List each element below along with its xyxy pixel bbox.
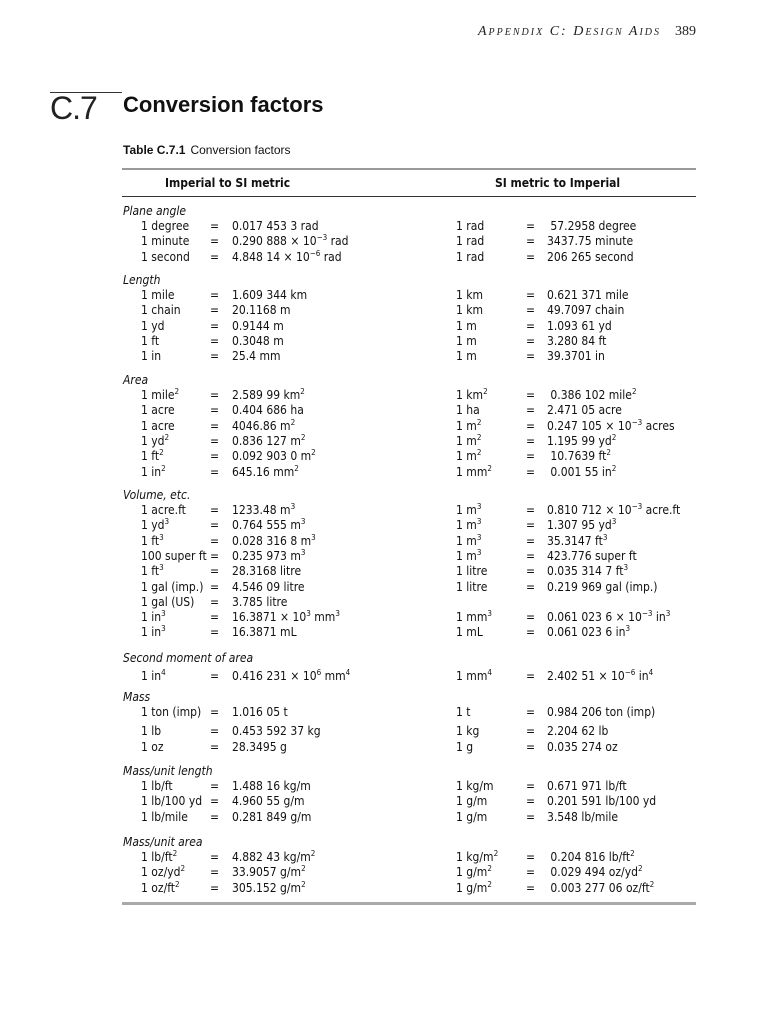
table-row xyxy=(0,503,768,518)
imperial-quantity: 1 $ft^3$ xyxy=(141,563,164,579)
table-row xyxy=(0,334,768,349)
equals-sign: = xyxy=(210,219,220,233)
imperial-quantity: 1 mile xyxy=(141,288,175,302)
equals-sign: = xyxy=(526,705,536,719)
imperial-quantity: 1 degree xyxy=(141,219,190,233)
running-head xyxy=(478,24,696,40)
table-caption-label: Table C.7.1 xyxy=(123,143,186,157)
equals-sign: = xyxy=(210,794,220,809)
imperial-value: 0.003 277 06 $oz/ft^2$ xyxy=(547,879,655,895)
table-row xyxy=(0,403,768,418)
imperial-value: 0.810 $712 \times 10^{-3}$ acre.ft xyxy=(547,502,681,517)
si-value: 3.785 litre xyxy=(232,594,288,609)
equals-sign: = xyxy=(210,288,220,302)
table-row xyxy=(0,319,768,334)
equals-sign: = xyxy=(210,418,220,433)
si-quantity: 1 $mm^4$ xyxy=(456,668,492,683)
equals-sign: = xyxy=(526,503,536,517)
equals-sign: = xyxy=(526,625,536,640)
imperial-quantity: 1 oz xyxy=(141,739,164,754)
si-quantity: 1 $g/m^2$ xyxy=(456,864,492,880)
imperial-value: 39.3701 in xyxy=(547,349,605,364)
equals-sign: = xyxy=(210,669,220,683)
equals-sign: = xyxy=(210,625,220,640)
equals-sign: = xyxy=(210,234,220,249)
si-quantity: 1 mL xyxy=(456,625,483,640)
header-si-to-imperial: SI metric to Imperial xyxy=(495,176,621,190)
equals-sign: = xyxy=(526,449,536,464)
imperial-quantity: 1 acre xyxy=(141,403,175,418)
table-row xyxy=(0,625,768,640)
table-row xyxy=(0,705,768,720)
si-value: $16.3871 \times 10^3$ $mm^3$ xyxy=(232,609,340,625)
si-value: 4.848 $14 \times 10^{-6}$ rad xyxy=(232,248,342,264)
si-quantity: 1 g xyxy=(456,739,474,754)
imperial-value: 206 265 second xyxy=(547,249,634,264)
table-row xyxy=(0,465,768,480)
imperial-quantity: 1 lb/100 yd xyxy=(141,794,203,809)
si-value: 0.092 903 0 $m^2$ xyxy=(232,448,316,464)
si-quantity: 1 g/m xyxy=(456,809,488,824)
equals-sign: = xyxy=(526,318,536,333)
table-row xyxy=(0,850,768,865)
imperial-value: 0.035 274 oz xyxy=(547,739,618,754)
si-quantity: 1 $m^3$ xyxy=(456,502,482,517)
si-value: 25.4 mm xyxy=(232,349,281,364)
equals-sign: = xyxy=(526,219,536,233)
imperial-value: 1.195 99 $yd^2$ xyxy=(547,432,617,448)
equals-sign: = xyxy=(210,779,220,793)
equals-sign: = xyxy=(210,809,220,824)
si-quantity: 1 $km^2$ xyxy=(456,387,488,402)
si-quantity: 1 $m^2$ xyxy=(456,448,482,464)
si-value: 0.281 849 g/m xyxy=(232,809,312,824)
equals-sign: = xyxy=(526,579,536,594)
si-value: 4.882 43 $kg/m^2$ xyxy=(232,849,316,864)
equals-sign: = xyxy=(210,739,220,754)
equals-sign: = xyxy=(210,249,220,264)
si-value: 4.960 55 g/m xyxy=(232,794,305,809)
table-row xyxy=(0,534,768,549)
imperial-quantity: 1 gal (imp.) xyxy=(141,579,204,594)
equals-sign: = xyxy=(210,880,220,895)
table-top-rule xyxy=(122,168,696,170)
si-quantity: 1 kg/m xyxy=(456,779,494,793)
imperial-quantity: 1 ft xyxy=(141,333,160,348)
imperial-value: 2.471 05 acre xyxy=(547,403,622,418)
si-value: 1233.48 $m^3$ xyxy=(232,502,296,517)
si-quantity: 1 m xyxy=(456,318,477,333)
imperial-quantity: 1 mile$^2$ xyxy=(141,387,180,402)
table-row xyxy=(0,419,768,434)
equals-sign: = xyxy=(526,865,536,880)
table-row xyxy=(0,449,768,464)
equals-sign: = xyxy=(210,403,220,418)
imperial-value: 0.247 $105 \times 10^{-3}$ acres xyxy=(547,417,675,433)
table-row xyxy=(0,610,768,625)
equals-sign: = xyxy=(526,234,536,249)
equals-sign: = xyxy=(210,865,220,880)
section-number: C.7 xyxy=(50,90,97,126)
imperial-value: 49.7097 chain xyxy=(547,303,625,318)
imperial-quantity: 1 yd xyxy=(141,318,165,333)
imperial-value: 0.204 816 $lb/ft^2$ xyxy=(547,849,635,864)
equals-sign: = xyxy=(526,418,536,433)
si-value: 4046.86 $m^2$ xyxy=(232,417,296,433)
si-value: 0.235 973 $m^3$ xyxy=(232,547,306,563)
equals-sign: = xyxy=(526,724,536,739)
table-row xyxy=(0,669,768,684)
imperial-value: 35.3147 $ft^3$ xyxy=(547,532,608,548)
table-header-rule xyxy=(122,196,696,197)
si-value: 28.3168 litre xyxy=(232,564,302,579)
imperial-quantity: 1 $ft^3$ xyxy=(141,532,164,548)
imperial-quantity: 1 gal (US) xyxy=(141,594,195,609)
imperial-quantity: 1 $oz/yd^2$ xyxy=(141,864,186,880)
table-bottom-rule xyxy=(122,902,696,905)
equals-sign: = xyxy=(526,333,536,348)
table-row xyxy=(0,580,768,595)
group-label: Area xyxy=(123,373,149,387)
equals-sign: = xyxy=(210,548,220,563)
imperial-value: 1.093 61 yd xyxy=(547,318,612,333)
equals-sign: = xyxy=(210,850,220,864)
equals-sign: = xyxy=(526,303,536,318)
si-quantity: 1 m xyxy=(456,349,477,364)
equals-sign: = xyxy=(526,464,536,479)
imperial-quantity: 1 acre.ft xyxy=(141,503,186,517)
si-value: 0.453 592 37 kg xyxy=(232,724,321,739)
si-value: 0.028 316 8 $m^3$ xyxy=(232,532,316,548)
equals-sign: = xyxy=(526,388,536,402)
imperial-quantity: 1 $ft^2$ xyxy=(141,448,164,464)
si-quantity: 1 rad xyxy=(456,234,485,249)
si-value: 1.609 344 km xyxy=(232,288,308,302)
imperial-value: 0.219 969 gal (imp.) xyxy=(547,579,658,594)
table-row xyxy=(0,794,768,809)
group-label: Plane angle xyxy=(123,204,186,218)
imperial-value: 0.061 023 6 $in^3$ xyxy=(547,624,631,640)
imperial-quantity: 1 lb xyxy=(141,724,162,739)
imperial-value: 57.2958 degree xyxy=(547,219,637,233)
imperial-quantity: 1 $in^3$ xyxy=(141,624,166,640)
table-row xyxy=(0,388,768,403)
si-quantity: 1 $mm^3$ xyxy=(456,609,492,625)
equals-sign: = xyxy=(210,333,220,348)
equals-sign: = xyxy=(526,610,536,625)
table-caption xyxy=(123,143,291,157)
si-quantity: 1 $g/m^2$ xyxy=(456,879,492,895)
equals-sign: = xyxy=(210,303,220,318)
equals-sign: = xyxy=(210,594,220,609)
imperial-value: 0.386 102 mile$^2$ xyxy=(547,387,637,402)
imperial-value: 1.307 95 $yd^3$ xyxy=(547,517,617,533)
imperial-value: 0.201 591 lb/100 yd xyxy=(547,794,657,809)
imperial-quantity: 100 super ft xyxy=(141,548,207,563)
equals-sign: = xyxy=(526,809,536,824)
imperial-value: 3.280 84 ft xyxy=(547,333,607,348)
imperial-value: 3437.75 minute xyxy=(547,234,634,249)
si-value: 33.9057 $g/m^2$ xyxy=(232,864,306,880)
equals-sign: = xyxy=(526,403,536,418)
group-label: Mass/unit length xyxy=(123,764,213,778)
equals-sign: = xyxy=(210,388,220,402)
si-quantity: 1 rad xyxy=(456,249,485,264)
si-quantity: 1 $m^3$ xyxy=(456,517,482,533)
si-value: 0.836 127 $m^2$ xyxy=(232,432,306,448)
equals-sign: = xyxy=(526,249,536,264)
imperial-value: 0.001 55 $in^2$ xyxy=(547,463,617,479)
equals-sign: = xyxy=(526,669,536,683)
si-value: 0.290 $888 \times 10^{-3}$ rad xyxy=(232,233,349,249)
equals-sign: = xyxy=(526,739,536,754)
table-row xyxy=(0,219,768,234)
table-row xyxy=(0,881,768,896)
si-quantity: 1 m xyxy=(456,333,477,348)
imperial-value: 0.621 371 mile xyxy=(547,288,629,302)
si-quantity: 1 ha xyxy=(456,403,480,418)
equals-sign: = xyxy=(526,850,536,864)
imperial-value: 2.204 62 lb xyxy=(547,724,609,739)
table-row xyxy=(0,810,768,825)
imperial-value: 0.984 206 ton (imp) xyxy=(547,705,656,719)
imperial-value: 423.776 super ft xyxy=(547,548,637,563)
imperial-quantity: 1 acre xyxy=(141,418,175,433)
table-row xyxy=(0,865,768,880)
equals-sign: = xyxy=(210,464,220,479)
imperial-quantity: 1 in xyxy=(141,349,162,364)
imperial-quantity: 1 lb/ft xyxy=(141,779,173,793)
si-quantity: 1 t xyxy=(456,705,471,719)
si-quantity: 1 $m^2$ xyxy=(456,417,482,433)
imperial-quantity: 1 $in^4$ xyxy=(141,668,166,683)
equals-sign: = xyxy=(526,533,536,548)
imperial-quantity: 1 second xyxy=(141,249,190,264)
equals-sign: = xyxy=(526,779,536,793)
si-quantity: 1 $kg/m^2$ xyxy=(456,849,499,864)
si-value: 2.589 99 $km^2$ xyxy=(232,387,305,402)
imperial-quantity: 1 $lb/ft^2$ xyxy=(141,849,178,864)
si-value: 20.1168 m xyxy=(232,303,291,318)
equals-sign: = xyxy=(210,564,220,579)
table-row xyxy=(0,288,768,303)
group-label: Mass xyxy=(123,690,151,704)
imperial-value: 10.7639 $ft^2$ xyxy=(547,448,611,464)
si-quantity: 1 $mm^2$ xyxy=(456,463,492,479)
group-label: Second moment of area xyxy=(123,651,254,665)
table-row xyxy=(0,564,768,579)
imperial-quantity: 1 $yd^3$ xyxy=(141,517,170,533)
imperial-quantity: 1 chain xyxy=(141,303,181,318)
equals-sign: = xyxy=(210,349,220,364)
si-value: 16.3871 mL xyxy=(232,625,297,640)
si-value: 0.404 686 ha xyxy=(232,403,304,418)
equals-sign: = xyxy=(526,564,536,579)
header-imperial-to-si: Imperial to SI metric xyxy=(165,176,291,190)
equals-sign: = xyxy=(210,503,220,517)
section-title: Conversion factors xyxy=(123,92,324,117)
imperial-value: 0.061 023 $6 \times 10^{-3}$ $in^3$ xyxy=(547,609,671,625)
table-caption-text: Conversion factors xyxy=(190,143,291,157)
imperial-quantity: 1 $in^3$ xyxy=(141,609,166,625)
si-value: 0.416 $231 \times 10^6$ $mm^4$ xyxy=(232,668,351,683)
imperial-quantity: 1 $in^2$ xyxy=(141,463,166,479)
table-row xyxy=(0,434,768,449)
imperial-value: 0.029 494 $oz/yd^2$ xyxy=(547,864,643,880)
equals-sign: = xyxy=(526,288,536,302)
equals-sign: = xyxy=(526,518,536,533)
si-value: 0.9144 m xyxy=(232,318,284,333)
group-label: Length xyxy=(123,273,161,287)
imperial-value: 0.671 971 lb/ft xyxy=(547,779,627,793)
table-row xyxy=(0,349,768,364)
si-quantity: 1 $m^3$ xyxy=(456,547,482,563)
si-value: 28.3495 g xyxy=(232,739,287,754)
equals-sign: = xyxy=(210,433,220,448)
group-label: Mass/unit area xyxy=(123,835,203,849)
si-value: 305.152 $g/m^2$ xyxy=(232,879,306,895)
equals-sign: = xyxy=(210,518,220,533)
equals-sign: = xyxy=(526,548,536,563)
running-head-text: Appendix C: Design Aids xyxy=(478,24,661,39)
si-value: 0.017 453 3 rad xyxy=(232,219,319,233)
si-quantity: 1 rad xyxy=(456,219,485,233)
imperial-value: 2.402 $51 \times 10^{-6}$ $in^4$ xyxy=(547,668,654,683)
si-value: 1.016 05 t xyxy=(232,705,288,719)
equals-sign: = xyxy=(210,449,220,464)
table-row xyxy=(0,303,768,318)
table-row xyxy=(0,724,768,739)
imperial-value: 3.548 lb/mile xyxy=(547,809,618,824)
table-row xyxy=(0,779,768,794)
equals-sign: = xyxy=(210,533,220,548)
imperial-value: 0.035 314 7 $ft^3$ xyxy=(547,563,629,579)
table-row xyxy=(0,250,768,265)
imperial-quantity: 1 minute xyxy=(141,234,190,249)
si-value: 0.764 555 $m^3$ xyxy=(232,517,306,533)
table-row xyxy=(0,740,768,755)
equals-sign: = xyxy=(210,579,220,594)
table-row xyxy=(0,549,768,564)
si-quantity: 1 km xyxy=(456,288,484,302)
equals-sign: = xyxy=(526,794,536,809)
si-quantity: 1 $m^2$ xyxy=(456,432,482,448)
imperial-quantity: 1 ton (imp) xyxy=(141,705,202,719)
si-quantity: 1 kg xyxy=(456,724,480,739)
table-row xyxy=(0,595,768,610)
equals-sign: = xyxy=(210,318,220,333)
si-value: 4.546 09 litre xyxy=(232,579,305,594)
si-quantity: 1 km xyxy=(456,303,484,318)
equals-sign: = xyxy=(210,705,220,719)
equals-sign: = xyxy=(526,349,536,364)
si-value: 645.16 $mm^2$ xyxy=(232,463,299,479)
equals-sign: = xyxy=(210,610,220,625)
group-label: Volume, etc. xyxy=(123,488,191,502)
equals-sign: = xyxy=(526,880,536,895)
imperial-quantity: 1 $oz/ft^2$ xyxy=(141,879,180,895)
equals-sign: = xyxy=(210,724,220,739)
si-quantity: 1 g/m xyxy=(456,794,488,809)
imperial-quantity: 1 $yd^2$ xyxy=(141,432,170,448)
si-quantity: 1 litre xyxy=(456,564,488,579)
si-value: 0.3048 m xyxy=(232,333,284,348)
si-value: 1.488 16 kg/m xyxy=(232,779,311,793)
table-row xyxy=(0,518,768,533)
equals-sign: = xyxy=(526,433,536,448)
imperial-quantity: 1 lb/mile xyxy=(141,809,188,824)
si-quantity: 1 $m^3$ xyxy=(456,532,482,548)
table-row xyxy=(0,234,768,249)
si-quantity: 1 litre xyxy=(456,579,488,594)
page-number: 389 xyxy=(675,24,696,39)
